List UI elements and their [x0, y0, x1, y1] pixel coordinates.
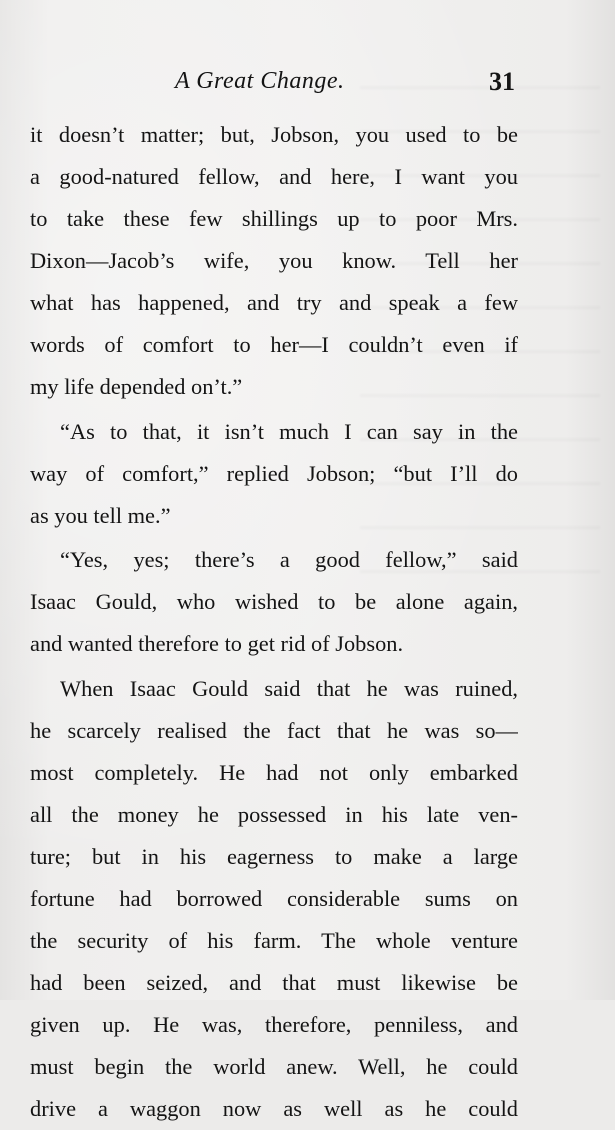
body-text: [30, 114, 518, 1130]
text-line: must begin the world anew. Well, he could: [30, 1053, 518, 1079]
text-line: given up. He was, therefore, penniless, and: [30, 1011, 518, 1037]
text-line: the security of his farm. The whole venture: [30, 927, 518, 953]
text-line: “As to that, it isn’t much I can say in the: [60, 418, 518, 444]
text-line: a good-natured fellow, and here, I want you: [30, 164, 518, 189]
text-line: When Isaac Gould said that he was ruined,: [60, 675, 518, 701]
text-line: as you tell me.”: [30, 502, 171, 528]
page-number: 31: [489, 67, 515, 96]
text-line: “Yes, yes; there’s a good fellow,” said: [60, 547, 518, 572]
text-line: Isaac Gould, who wished to be alone again,: [30, 589, 518, 614]
text-line: ture; but in his eagerness to make a large: [30, 843, 518, 869]
text-line: he scarcely realised the fact that he was so—: [30, 717, 518, 743]
text-line: drive a waggon now as well as he could: [30, 1095, 518, 1121]
text-line: Dixon—Jacob’s wife, you know. Tell her: [30, 248, 518, 273]
text-line: and wanted therefore to get rid of Jobson.: [30, 631, 404, 656]
text-line: fortune had borrowed considerable sums on: [30, 885, 518, 911]
text-line: most completely. He had not only embarked: [30, 759, 518, 785]
text-line: my life depended on’t.”: [30, 374, 243, 399]
text-line: it doesn’t matter; but, Jobson, you used to be: [30, 122, 518, 147]
text-line: what has happened, and try and speak a few: [30, 290, 518, 315]
text-line: had been seized, and that must likewise be: [30, 969, 518, 995]
page-header: [30, 68, 518, 104]
text-line: all the money he possessed in his late ven-: [30, 801, 518, 827]
running-title: A Great Change.: [175, 68, 345, 94]
text-line: way of comfort,” replied Jobson; “but I’ll do: [30, 460, 518, 486]
text-line: to take these few shillings up to poor Mrs.: [30, 206, 518, 231]
text-line: words of comfort to her—I couldn’t even if: [30, 332, 518, 357]
